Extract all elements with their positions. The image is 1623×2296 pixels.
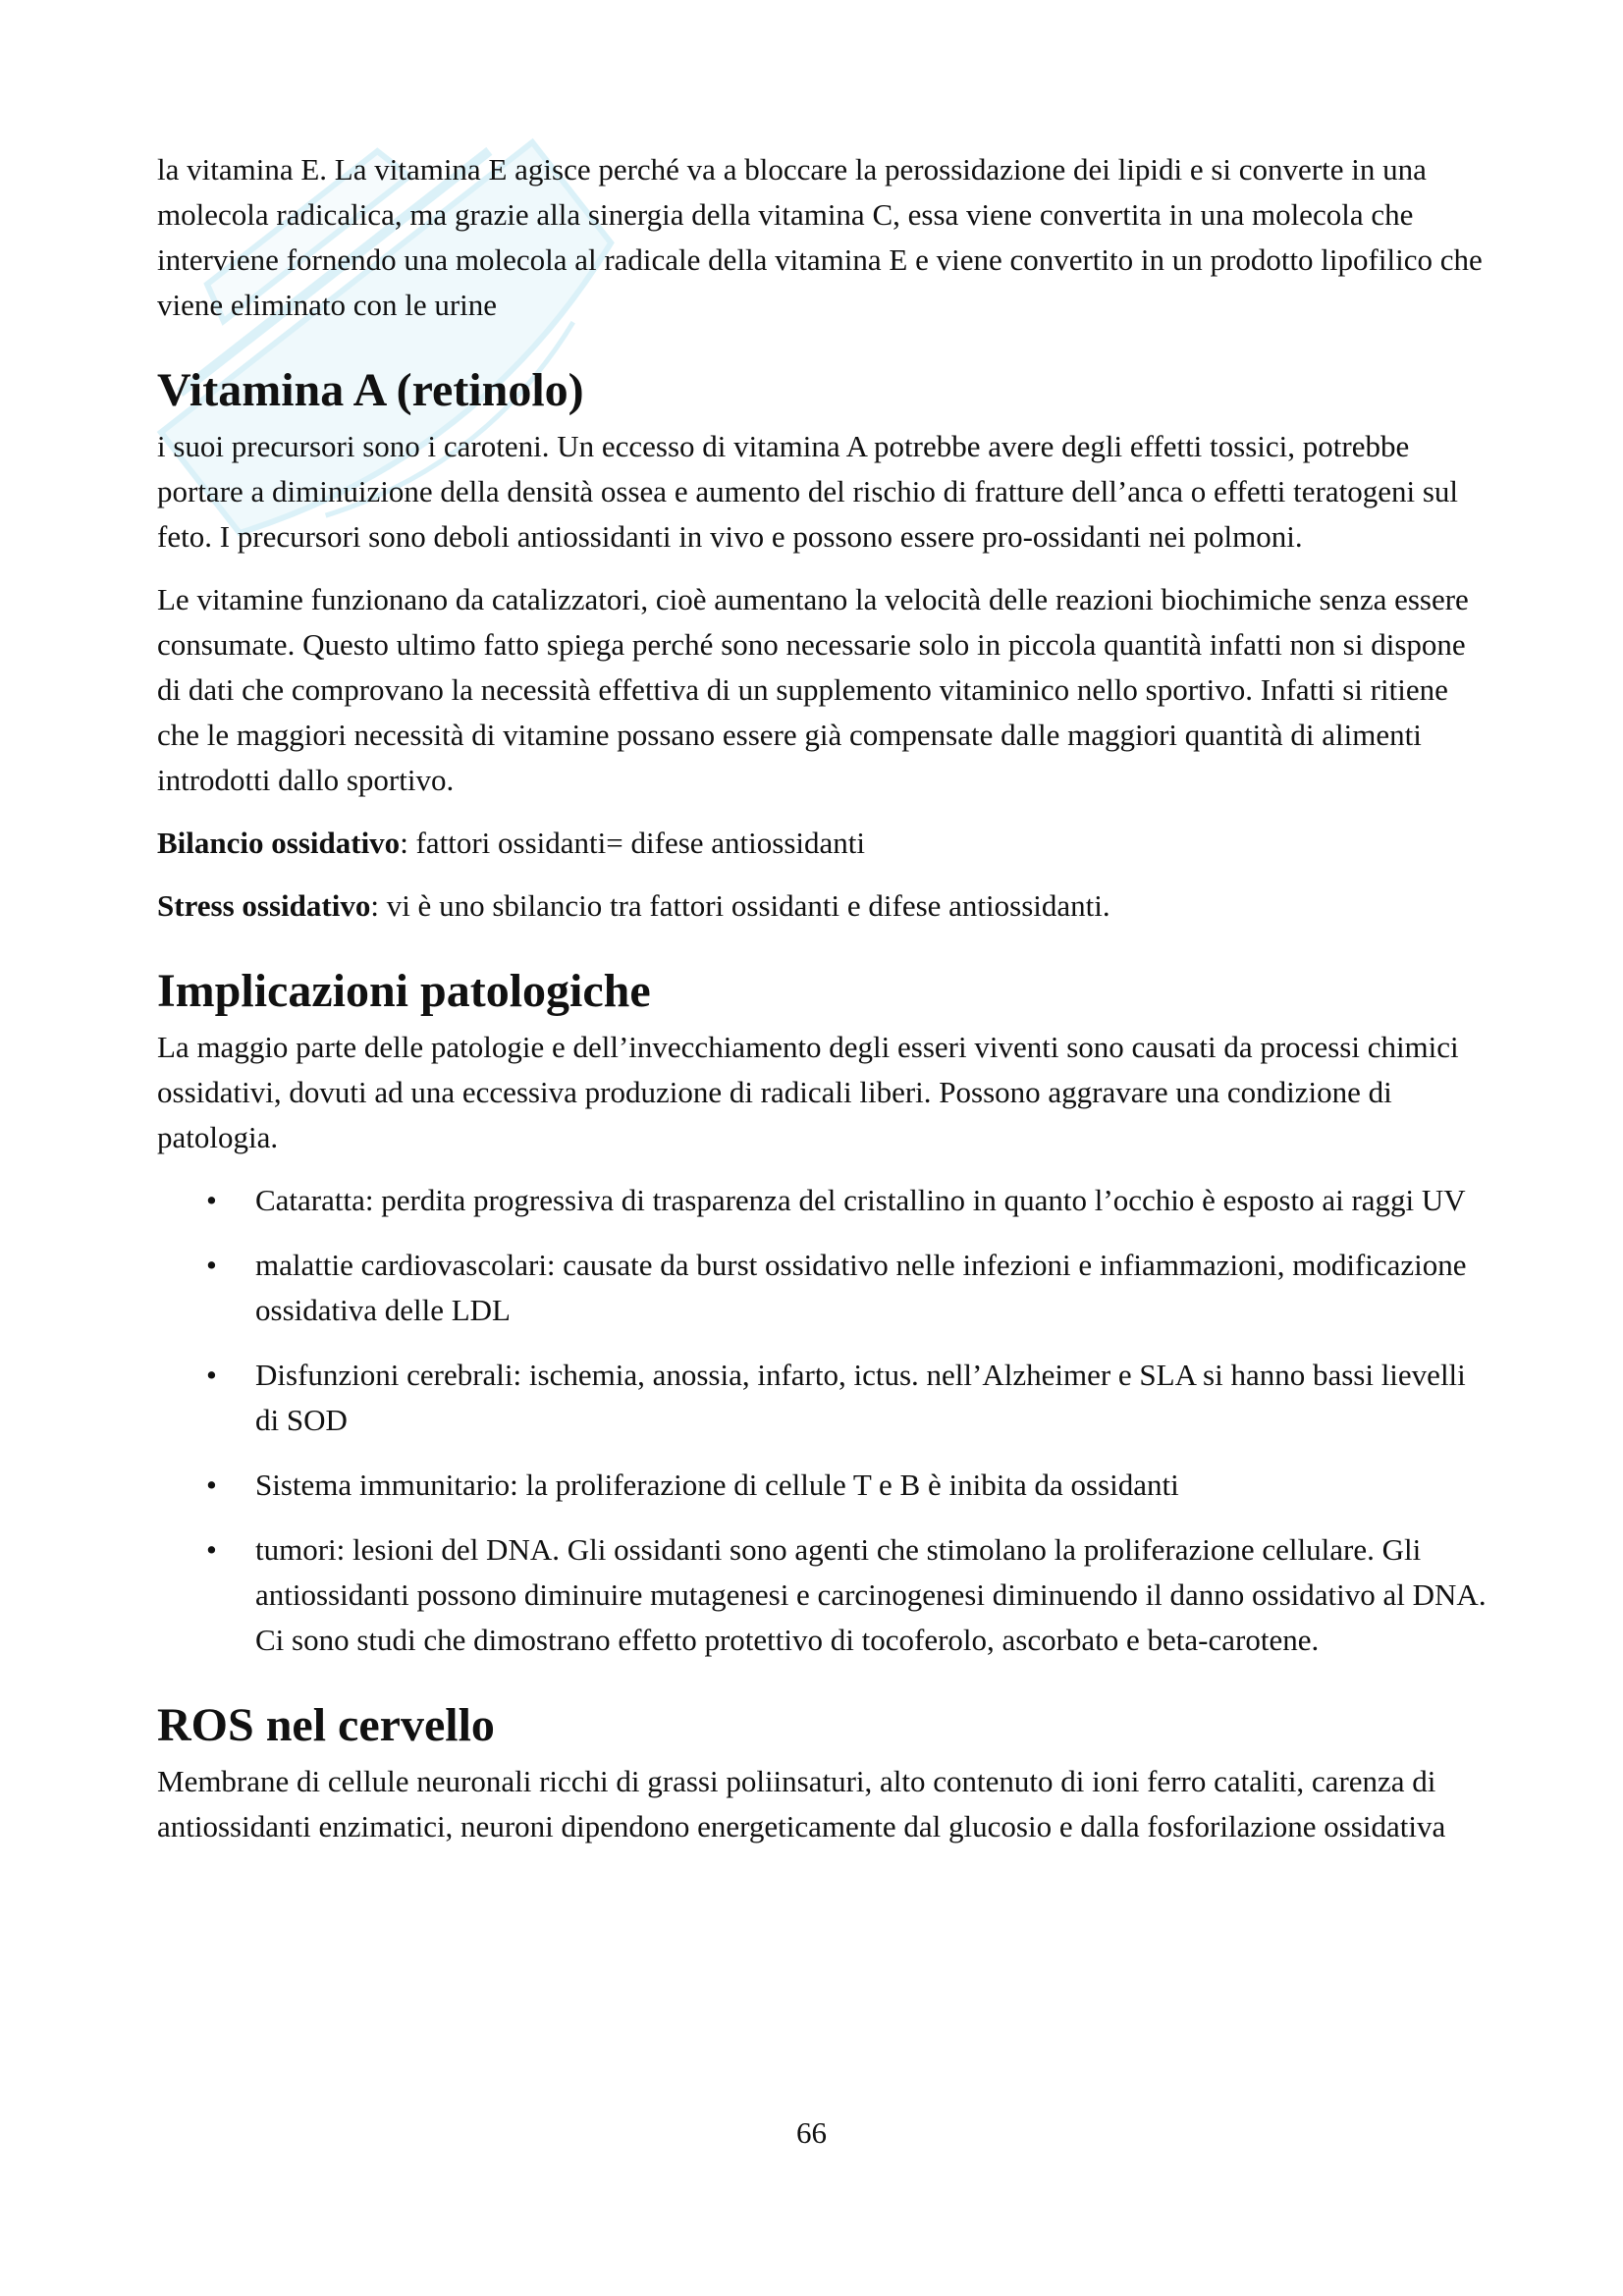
bullet-icon: • xyxy=(206,1532,217,1567)
definition-stress-ossidativo xyxy=(157,883,1488,929)
list-item-text: Disfunzioni cerebrali: ischemia, anossia, infarto, ictus. nell’Alzheimer e SLA si hanno bassi lievelli di SOD xyxy=(255,1358,1466,1437)
definition-bilancio-ossidativo xyxy=(157,821,1488,866)
bullet-icon: • xyxy=(206,1183,217,1217)
page-number: 66 xyxy=(796,2115,827,2150)
bullet-list-patologie xyxy=(157,1178,1488,1663)
list-item-text: malattie cardiovascolari: causate da burst ossidativo nelle infezioni e infiammazioni, modificazione ossidativa delle LDL xyxy=(255,1248,1467,1327)
bullet-icon: • xyxy=(206,1358,217,1392)
bullet-icon: • xyxy=(206,1248,217,1282)
list-item-text: Cataratta: perdita progressiva di trasparenza del cristallino in quanto l’occhio è esposto ai raggi UV xyxy=(255,1183,1466,1217)
heading-ros-nel-cervello: ROS nel cervello xyxy=(157,1699,495,1751)
document-page xyxy=(157,147,1488,1867)
heading-vitamina-a: Vitamina A (retinolo) xyxy=(157,364,584,416)
paragraph-implicazioni: La maggio parte delle patologie e dell’invecchiamento degli esseri viventi sono causati da processi chimici ossidativi, dovuti ad una eccessiva produzione di radicali liberi. Possono aggravare una condizione di patologia. xyxy=(157,1030,1459,1154)
list-item xyxy=(157,1243,1488,1333)
paragraph-vitamina-a: i suoi precursori sono i caroteni. Un eccesso di vitamina A potrebbe avere degli effetti tossici, potrebbe portare a diminuizione della densità ossea e aumento del rischio di fratture dell’anca o effetti teratogeni sul feto. I precursori sono deboli antiossidanti in vivo e possono essere pro-ossidanti nei polmoni. xyxy=(157,429,1459,554)
list-item xyxy=(157,1353,1488,1443)
paragraph-intro: la vitamina E. La vitamina E agisce perché va a bloccare la perossidazione dei lipidi e si converte in una molecola radicalica, ma grazie alla sinergia della vitamina C, essa viene convertita in una molecola che interviene fornendo una molecola al radicale della vitamina E e viene convertito in un prodotto lipofilico che viene eliminato con le urine xyxy=(157,152,1483,322)
list-item xyxy=(157,1527,1488,1663)
list-item xyxy=(157,1463,1488,1508)
list-item xyxy=(157,1178,1488,1223)
list-item-text: tumori: lesioni del DNA. Gli ossidanti sono agenti che stimolano la proliferazione cellulare. Gli antiossidanti possono diminuire mutagenesi e carcinogenesi diminuendo il danno ossidativo al DNA. Ci sono studi che dimostrano effetto protettivo di tocoferolo, ascorbato e beta-carotene. xyxy=(255,1532,1487,1657)
heading-implicazioni-patologiche: Implicazioni patologiche xyxy=(157,965,651,1017)
paragraph-vitamine-catalizzatori: Le vitamine funzionano da catalizzatori, cioè aumentano la velocità delle reazioni biochimiche senza essere consumate. Questo ultimo fatto spiega perché sono necessarie solo in piccola quantità infatti non si dispone di dati che comprovano la necessità effettiva di un supplemento vitaminico nello sportivo. Infatti si ritiene che le maggiori necessità di vitamine possano essere già compensate dalle maggiori quantità di alimenti introdotti dallo sportivo. xyxy=(157,582,1469,797)
term-bilancio-ossidativo: Bilancio ossidativo xyxy=(157,826,401,860)
bullet-icon: • xyxy=(206,1468,217,1502)
term-stress-ossidativo: Stress ossidativo xyxy=(157,888,371,923)
paragraph-ros: Membrane di cellule neuronali ricchi di grassi poliinsaturi, alto contenuto di ioni ferro cataliti, carenza di antiossidanti enzimatici, neuroni dipendono energeticamente dal glucosio e dalla fosforilazione ossidativa xyxy=(157,1764,1446,1843)
list-item-text: Sistema immunitario: la proliferazione di cellule T e B è inibita da ossidanti xyxy=(255,1468,1179,1502)
def-bilancio-ossidativo: : fattori ossidanti= difese antiossidanti xyxy=(400,826,865,860)
def-stress-ossidativo: : vi è uno sbilancio tra fattori ossidanti e difese antiossidanti. xyxy=(370,888,1110,923)
